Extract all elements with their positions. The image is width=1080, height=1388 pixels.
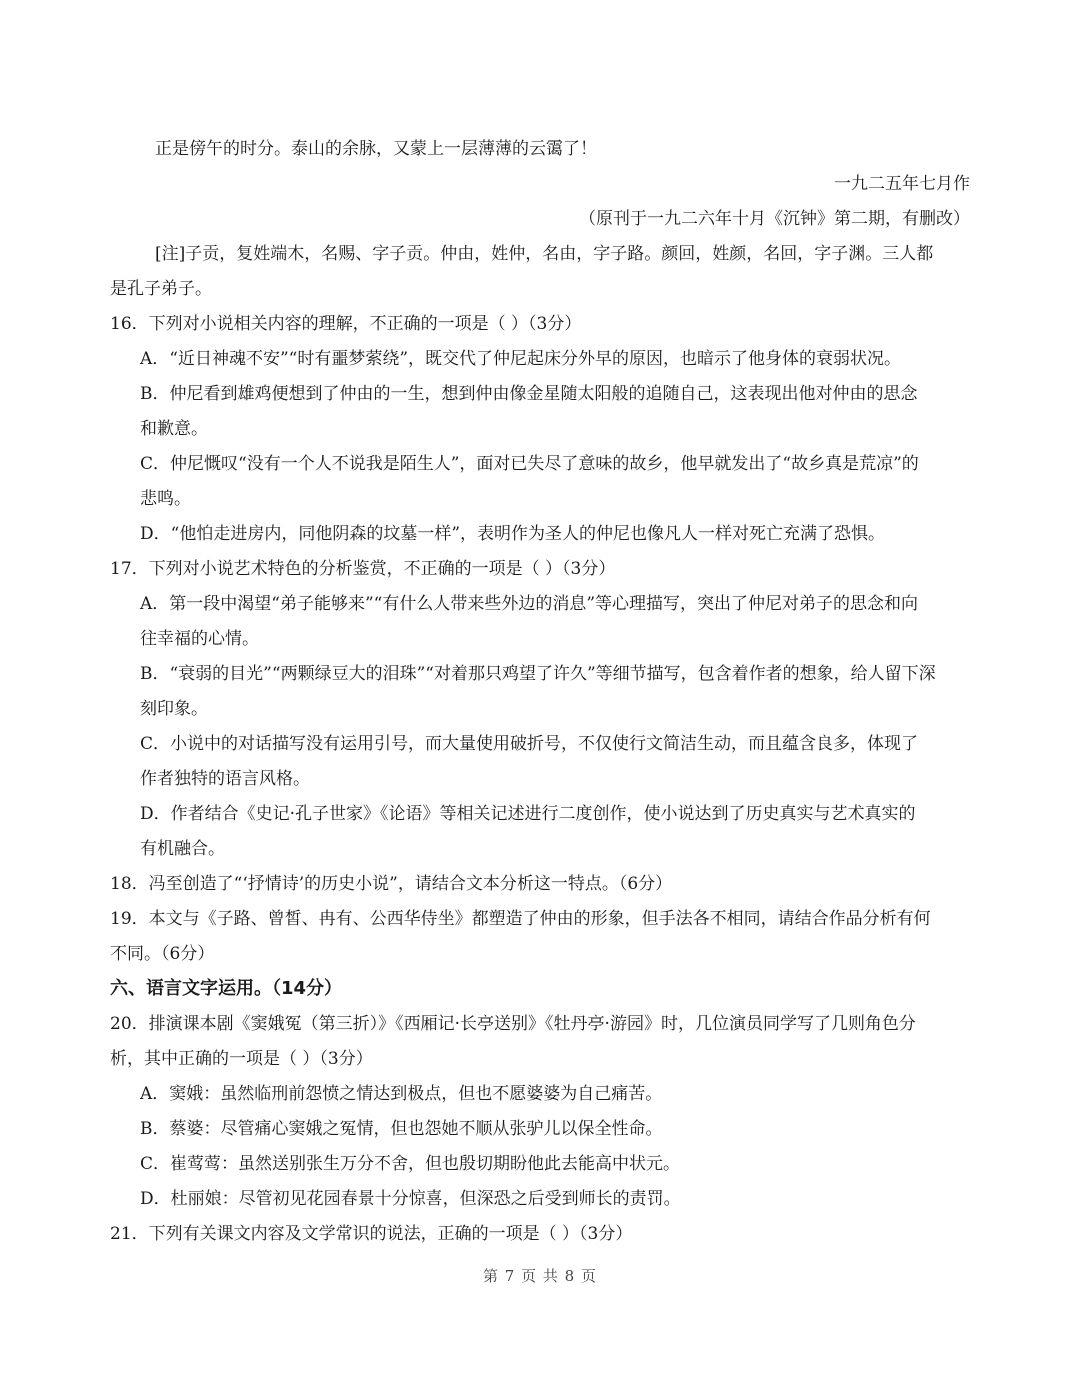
passage-last-paragraph: 正是傍午的时分。泰山的余脉，又蒙上一层薄薄的云霭了！ bbox=[155, 139, 597, 159]
question-19: 19．本文与《子路、曾皙、冉有、公西华侍坐》都塑造了仲由的形象，但手法各不相同，请结合作品分析有何 bbox=[110, 909, 931, 929]
q17-option-d-cont: 有机融合。 bbox=[140, 839, 225, 859]
q17-option-b: B．“衰弱的目光”“两颗绿豆大的泪珠”“对着那只鸡望了许久”等细节描写，包含着作者的想象，给人留下深 bbox=[140, 664, 936, 684]
question-18: 18．冯至创造了“‘抒情诗’的历史小说”，请结合文本分析这一特点。（6分） bbox=[110, 874, 673, 894]
q16-option-c-cont: 悲鸣。 bbox=[140, 489, 191, 509]
q17-option-b-cont: 刻印象。 bbox=[140, 699, 208, 719]
question-20-cont: 析，其中正确的一项是（ ）（3分） bbox=[110, 1049, 373, 1069]
q20-option-d: D．杜丽娘：尽管初见花园春景十分惊喜，但深恐之后受到师长的责罚。 bbox=[140, 1189, 681, 1209]
q20-option-b: B．蔡婆：尽管痛心窦娥之冤情，但也怨她不顺从张驴儿以保全性命。 bbox=[140, 1119, 663, 1139]
section-6-heading: 六、语言文字运用。（14分） bbox=[110, 978, 343, 999]
question-20: 20．排演课本剧《窦娥冤（第三折）》《西厢记·长亭送别》《牡丹亭·游园》时，几位演员同学写了几则角色分 bbox=[110, 1014, 916, 1034]
page-footer: 第 7 页 共 8 页 bbox=[483, 1267, 597, 1285]
q16-option-d: D．“他怕走进房内，同他阴森的坟墓一样”，表明作为圣人的仲尼也像凡人一样对死亡充满了恐惧。 bbox=[140, 524, 886, 544]
q16-option-b-cont: 和歉意。 bbox=[140, 419, 208, 439]
passage-date: 一九二五年七月作 bbox=[834, 174, 970, 194]
q16-option-c: C．仲尼慨叹“没有一个人不说我是陌生人”，面对已失尽了意味的故乡，他早就发出了“故乡真是荒凉”的 bbox=[140, 454, 919, 474]
question-21: 21．下列有关课文内容及文学常识的说法，正确的一项是（ ）（3分） bbox=[110, 1224, 633, 1244]
q20-option-c: C．崔莺莺：虽然送别张生万分不舍，但也殷切期盼他此去能高中状元。 bbox=[140, 1154, 681, 1174]
q17-option-a: A．第一段中渴望“弟子能够来”“有什么人带来些外边的消息”等心理描写，突出了仲尼对弟子的思念和向 bbox=[140, 594, 919, 614]
q17-option-c-cont: 作者独特的语言风格。 bbox=[140, 769, 310, 789]
q16-option-a: A．“近日神魂不安”“时有噩梦萦绕”，既交代了仲尼起床分外早的原因，也暗示了他身体的衰弱状况。 bbox=[140, 349, 902, 369]
q17-option-a-cont: 往幸福的心情。 bbox=[140, 629, 259, 649]
note-line-1: [注]子贡，复姓端木，名赐、字子贡。仲由，姓仲，名由，字子路。颜回，姓颜，名回，字子渊。三人都 bbox=[155, 244, 934, 264]
q17-option-d: D．作者结合《史记·孔子世家》《论语》等相关记述进行二度创作，使小说达到了历史真实与艺术真实的 bbox=[140, 804, 916, 824]
q20-option-a: A．窦娥：虽然临刑前怨愤之情达到极点，但也不愿婆婆为自己痛苦。 bbox=[140, 1084, 663, 1104]
question-16-stem: 16．下列对小说相关内容的理解，不正确的一项是（ ）（3分） bbox=[110, 314, 582, 334]
question-17-stem: 17．下列对小说艺术特色的分析鉴赏，不正确的一项是（ ）（3分） bbox=[110, 559, 616, 579]
q16-option-b: B．仲尼看到雄鸡便想到了仲由的一生，想到仲由像金星随太阳般的追随自己，这表现出他对仲由的思念 bbox=[140, 384, 918, 404]
note-line-2: 是孔子弟子。 bbox=[110, 279, 212, 299]
q17-option-c: C．小说中的对话描写没有运用引号，而大量使用破折号，不仅使行文简洁生动，而且蕴含良多，体现了 bbox=[140, 734, 919, 754]
question-19-cont: 不同。（6分） bbox=[110, 944, 215, 964]
passage-source: （原刊于一九二六年十月《沉钟》第二期，有删改） bbox=[579, 209, 970, 229]
